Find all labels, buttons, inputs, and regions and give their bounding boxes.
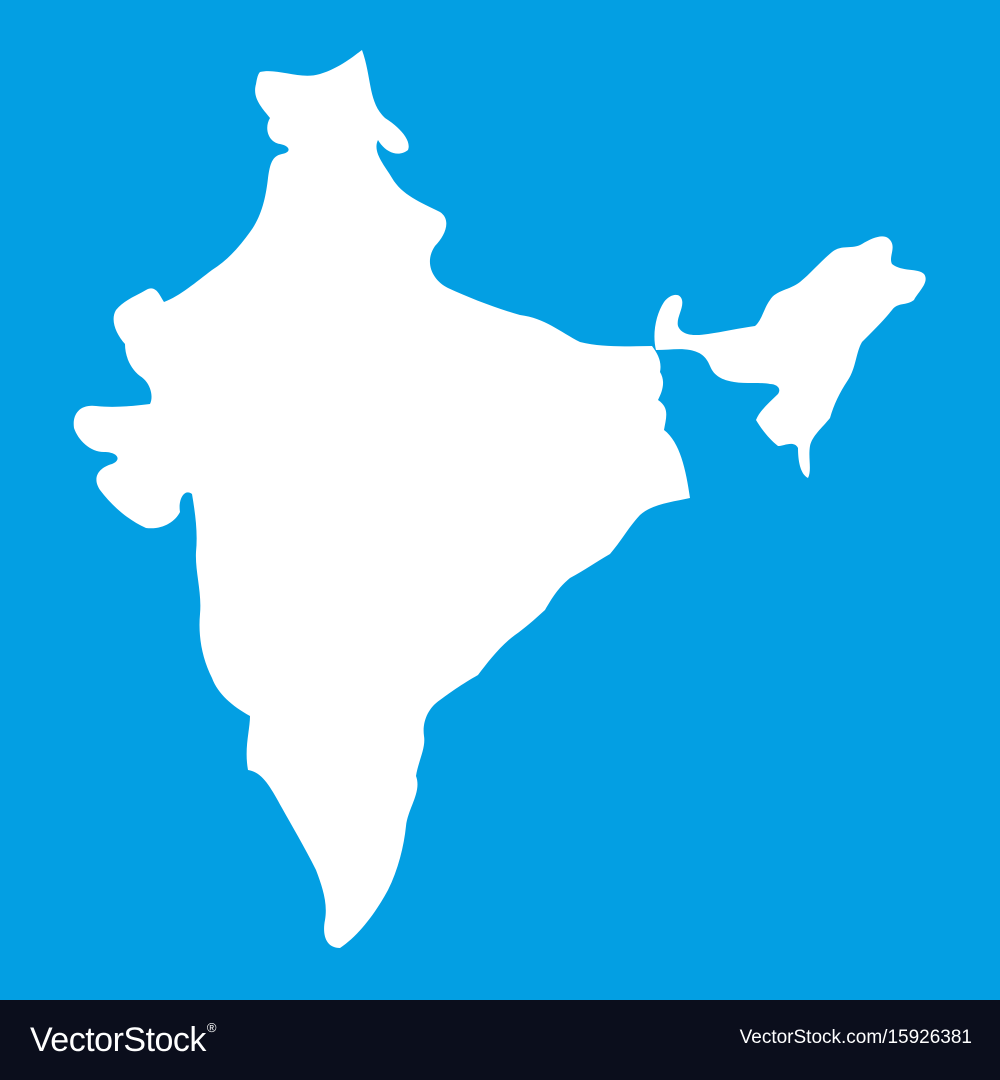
india-mainland-shape	[74, 50, 690, 948]
image-reference: VectorStock.com/15926381	[739, 1027, 972, 1048]
india-northeast-shape	[654, 236, 925, 478]
brand-logo	[30, 1018, 216, 1062]
brand-name: VectorStock	[30, 1020, 206, 1059]
footer-bar	[0, 1000, 1000, 1080]
registered-mark: ®	[206, 1020, 217, 1035]
